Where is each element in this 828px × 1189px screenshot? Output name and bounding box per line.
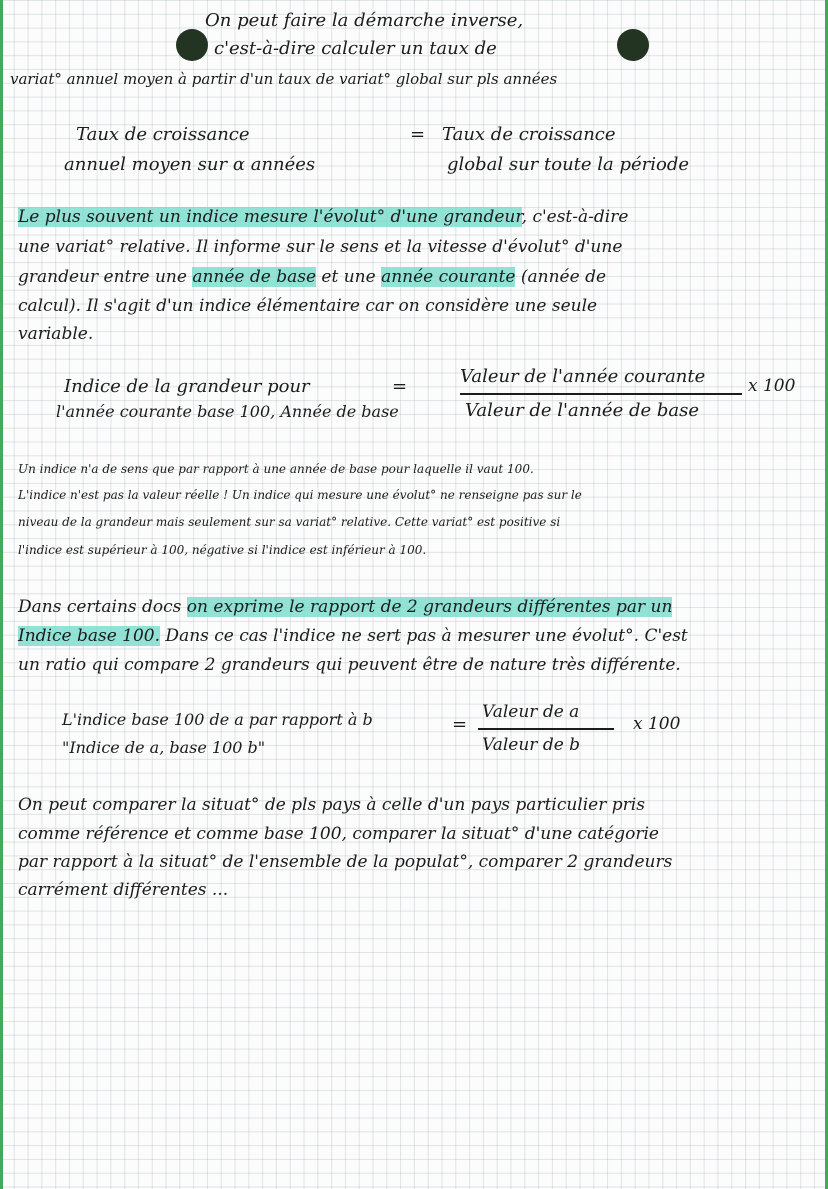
para2-line-4: l'indice est supérieur à 100, négative si l'indice est inférieur à 100. [18, 543, 427, 557]
para1-line-1 [18, 207, 628, 227]
para4-line-3: par rapport à la situat° de l'ensemble de la populat°, comparer 2 grandeurs [18, 852, 673, 872]
para3-line-2 [18, 626, 688, 646]
para2-line-3: niveau de la grandeur mais seulement sur sa variat° relative. Cette variat° est positive si [18, 515, 561, 529]
intro-line-2: c'est-à-dire calculer un taux de [214, 38, 497, 59]
intro-line-3: variat° annuel moyen à partir d'un taux de variat° global sur pls années [10, 70, 558, 88]
para4-line-1: On peut comparer la situat° de pls pays à celle d'un pays particulier pris [18, 795, 645, 815]
highlight-index-definition: Le plus souvent un indice mesure l'évolut° d'une grandeur [18, 207, 522, 227]
intro-line-1: On peut faire la démarche inverse, [205, 10, 524, 31]
para4-line-2: comme référence et comme base 100, comparer la situat° d'une catégorie [18, 824, 659, 844]
page-left-edge [0, 0, 3, 1189]
para1-line-2: une variat° relative. Il informe sur le sens et la vitesse d'évolut° d'une [18, 237, 623, 257]
para1-line-5: variable. [18, 324, 94, 344]
highlight-ratio-definition: on exprime le rapport de 2 grandeurs différentes par un [186, 597, 673, 617]
para1-line-3-a: grandeur entre une [18, 267, 193, 287]
para2-line-2: L'indice n'est pas la valeur réelle ! Un indice qui mesure une évolut° ne renseigne pas sur le [18, 488, 582, 502]
para2-line-1: Un indice n'a de sens que par rapport à une année de base pour laquelle il vaut 100. [18, 462, 534, 476]
para3-line-2-rest: Dans ce cas l'indice ne sert pas à mesurer une évolut°. C'est [160, 626, 688, 646]
formula3-left-line-2: "Indice de a, base 100 b" [62, 738, 266, 757]
formula1-right-line-2: global sur toute la période [447, 154, 690, 175]
binder-hole-left [176, 29, 208, 61]
formula2-multiplier: x 100 [748, 376, 796, 396]
formula1-left-line-1: Taux de croissance [76, 124, 250, 145]
highlight-current-year: année courante [381, 267, 516, 287]
para3-line-3: un ratio qui compare 2 grandeurs qui peuvent être de nature très différente. [18, 655, 681, 675]
formula3-fraction-bar [478, 728, 614, 730]
para1-line-1-rest: , c'est-à-dire [521, 207, 629, 227]
binder-hole-right [617, 29, 649, 61]
para3-line-1-a: Dans certains docs [18, 597, 187, 617]
formula3-multiplier: x 100 [633, 714, 681, 734]
formula3-numerator: Valeur de a [482, 702, 580, 722]
formula2-equals: = [392, 376, 408, 397]
formula2-fraction-bar [460, 393, 742, 395]
formula1-left-line-2: annuel moyen sur α années [64, 154, 316, 175]
para1-line-4: calcul). Il s'agit d'un indice élémentaire car on considère une seule [18, 296, 598, 316]
para1-line-3 [18, 267, 606, 287]
formula2-left-line-1: Indice de la grandeur pour [64, 376, 310, 397]
para3-line-1 [18, 597, 672, 617]
formula2-denominator: Valeur de l'année de base [465, 400, 699, 421]
para4-line-4: carrément différentes ... [18, 880, 229, 900]
formula3-equals: = [452, 714, 468, 735]
para1-line-3-b: et une [316, 267, 382, 287]
highlight-index-base-100: Indice base 100. [18, 626, 161, 646]
formula2-numerator: Valeur de l'année courante [460, 366, 706, 387]
formula1-right-line-1: Taux de croissance [442, 124, 616, 145]
highlight-base-year: année de base [192, 267, 317, 287]
formula1-equals: = [410, 124, 426, 145]
formula2-left-line-2: l'année courante base 100, Année de base [56, 402, 399, 421]
formula3-denominator: Valeur de b [482, 735, 581, 755]
para1-line-3-c: (année de [515, 267, 607, 287]
formula3-left-line-1: L'indice base 100 de a par rapport à b [62, 710, 373, 729]
